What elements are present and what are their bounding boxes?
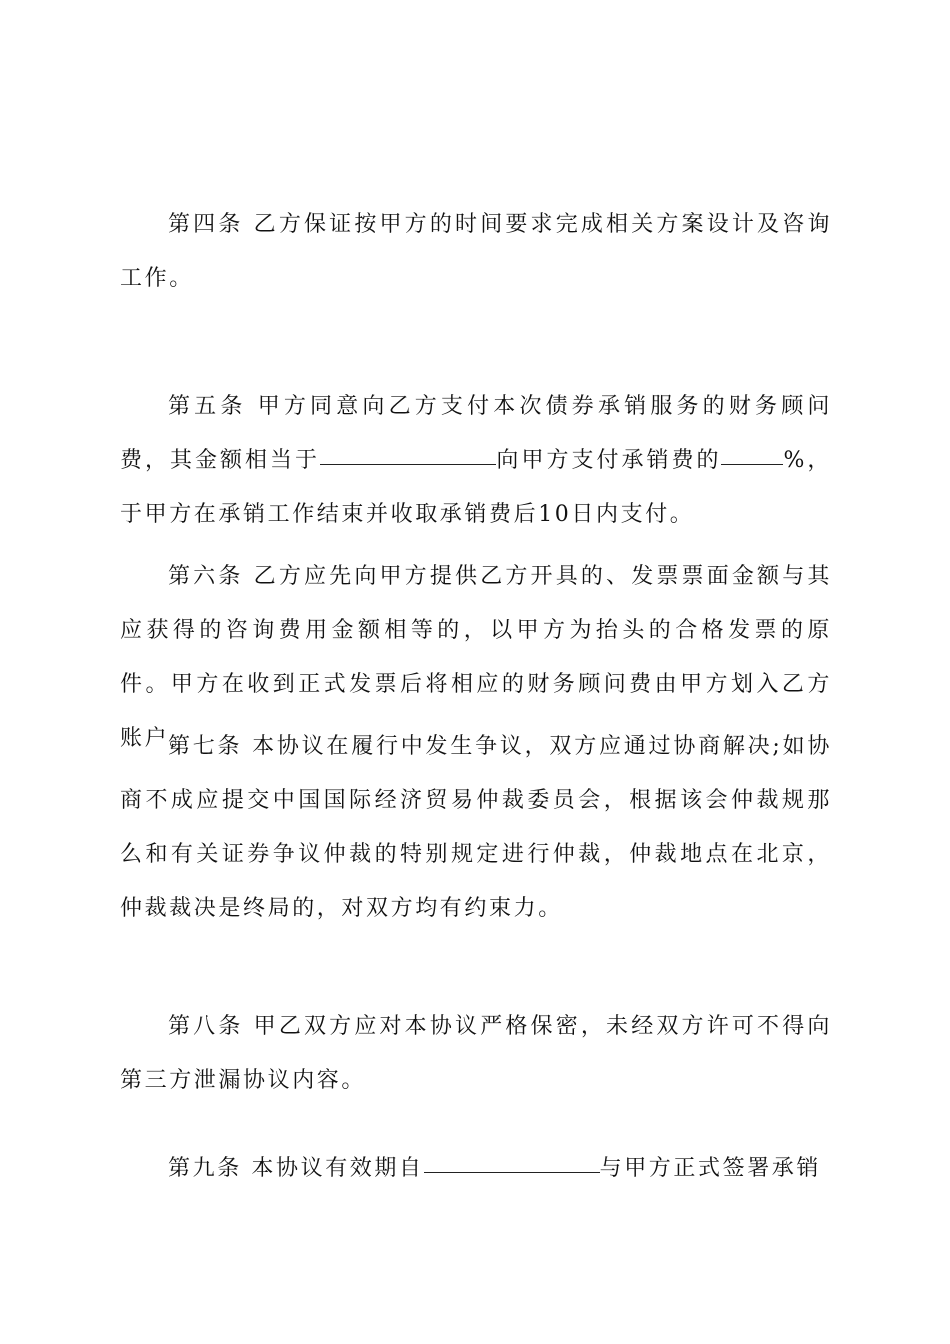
fill-blank-line <box>320 463 496 465</box>
article-8-text: 第八条 甲乙双方应对本协议严格保密，未经双方许可不得向第三方泄漏协议内容。 <box>120 1014 832 1093</box>
article-8 <box>120 1000 832 1108</box>
article-9-text-end: 与甲方正式签署承销 <box>599 1156 822 1181</box>
fill-blank-percent <box>721 463 783 465</box>
article-4-text: 第四条 乙方保证按甲方的时间要求完成相关方案设计及咨询工作。 <box>120 212 832 291</box>
article-5 <box>120 380 832 542</box>
article-5-text-end: %，于甲方在承销工作结束并收取承销费后10日内支付。 <box>120 448 832 527</box>
article-7-text: 第七条 本协议在履行中发生争议，双方应通过协商解决;如协商不成应提交中国国际经济贸易仲裁委员会，根据该会仲裁规那么和有关证券争议仲裁的特别规定进行仲裁，仲裁地点在北京，仲裁裁决是终局的，对双方均有约束力。 <box>120 734 832 921</box>
article-9 <box>120 1142 832 1196</box>
article-5-text-middle: 向甲方支付承销费的 <box>496 448 722 473</box>
article-6-text: 第六条 乙方应先向甲方提供乙方开具的、发票票面金额与其应获得的咨询费用金额相等的，以甲方为抬头的合格发票的原件。甲方在收到正式发票后将相应的财务顾问费由甲方划入乙方账户。 <box>120 564 832 751</box>
fill-blank-date <box>424 1171 600 1173</box>
article-7 <box>120 720 832 936</box>
article-4 <box>120 198 832 306</box>
article-5-text-start: 第五条 甲方同意向乙方支付本次债券承销服务的财务顾问费，其金额相当于 <box>120 394 832 473</box>
article-9-text-start: 第九条 本协议有效期自 <box>168 1156 424 1181</box>
